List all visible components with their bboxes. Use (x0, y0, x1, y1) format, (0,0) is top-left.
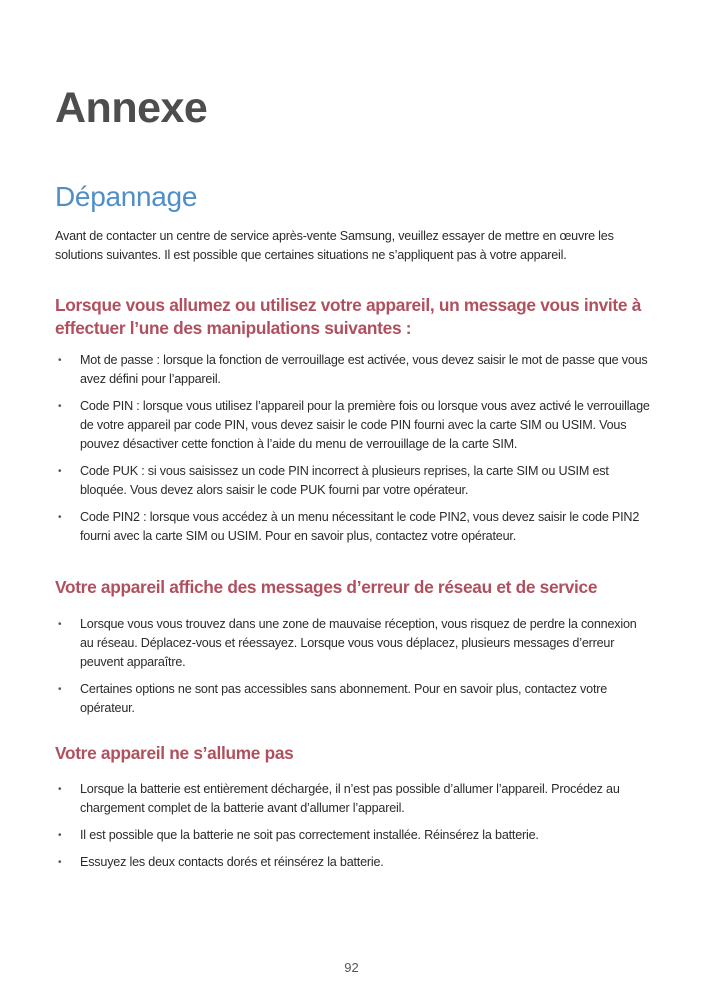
bullet-icon: • (58, 830, 62, 841)
intro-paragraph: Avant de contacter un centre de service après-vente Samsung, veuillez essayer de mettre en œuvre les solutions suivantes. Il est possible que certaines situations ne s’appliquent pas à votre appareil. (55, 229, 614, 262)
list-item-text: Essuyez les deux contacts dorés et réinsérez la batterie. (80, 855, 384, 869)
list-item (55, 826, 650, 845)
list-item-text: Code PIN2 : lorsque vous accédez à un menu nécessitant le code PIN2, vous devez saisir le code PIN2 fourni avec la carte SIM ou USIM. Pour en savoir plus, contactez votre opérateur. (80, 510, 640, 543)
list-item (55, 508, 650, 546)
bullet-icon: • (58, 401, 62, 412)
list-item (55, 462, 650, 500)
list-item-text: Il est possible que la batterie ne soit pas correctement installée. Réinsérez la batterie. (80, 828, 539, 842)
list-item-text: Code PIN : lorsque vous utilisez l’appareil pour la première fois ou lorsque vous avez activé le verrouillage de votre appareil par code PIN, vous devez saisir le code PIN fourni avec la carte SIM ou USIM. Vous pouvez désactiver cette fonction à l’aide du menu de verrouillage de la carte SIM. (80, 399, 650, 451)
bullet-list (55, 615, 650, 718)
list-item (55, 351, 650, 389)
chapter-title: Annexe (55, 84, 208, 132)
list-item (55, 680, 650, 718)
bullet-icon: • (58, 355, 62, 366)
bullet-icon: • (58, 784, 62, 795)
list-item-text: Lorsque vous vous trouvez dans une zone de mauvaise réception, vous risquez de perdre la connexion au réseau. Déplacez-vous et réessayez. Lorsque vous vous déplacez, plusieurs messages d’erreur peuvent apparaître. (80, 617, 637, 669)
bullet-icon: • (58, 857, 62, 868)
bullet-icon: • (58, 619, 62, 630)
list-item-text: Code PUK : si vous saisissez un code PIN incorrect à plusieurs reprises, la carte SIM ou USIM est bloquée. Vous devez alors saisir le code PUK fourni par votre opérateur. (80, 464, 609, 497)
subsection-title: Votre appareil affiche des messages d’erreur de réseau et de service (55, 577, 598, 597)
bullet-icon: • (58, 466, 62, 477)
bullet-icon: • (58, 512, 62, 523)
list-item-text: Lorsque la batterie est entièrement déchargée, il n’est pas possible d’allumer l’appareil. Procédez au chargement complet de la batterie avant d’allumer l’appareil. (80, 782, 620, 815)
list-item (55, 615, 650, 672)
bullet-icon: • (58, 684, 62, 695)
bullet-list (55, 351, 650, 546)
subsection-power-on (55, 742, 650, 880)
subsection-network-errors (55, 576, 650, 726)
subsection-title: Lorsque vous allumez ou utilisez votre appareil, un message vous invite à effectuer l’une des manipulations suivantes : (55, 295, 641, 338)
subsection-unlock-codes (55, 294, 650, 554)
section-title: Dépannage (55, 181, 198, 212)
page-number: 92 (344, 960, 359, 975)
list-item (55, 853, 650, 872)
list-item (55, 397, 650, 454)
list-item-text: Mot de passe : lorsque la fonction de verrouillage est activée, vous devez saisir le mot de passe que vous avez défini pour l’appareil. (80, 353, 648, 386)
bullet-list (55, 780, 650, 872)
list-item-text: Certaines options ne sont pas accessibles sans abonnement. Pour en savoir plus, contactez votre opérateur. (80, 682, 608, 715)
list-item (55, 780, 650, 818)
subsection-title: Votre appareil ne s’allume pas (55, 743, 294, 763)
